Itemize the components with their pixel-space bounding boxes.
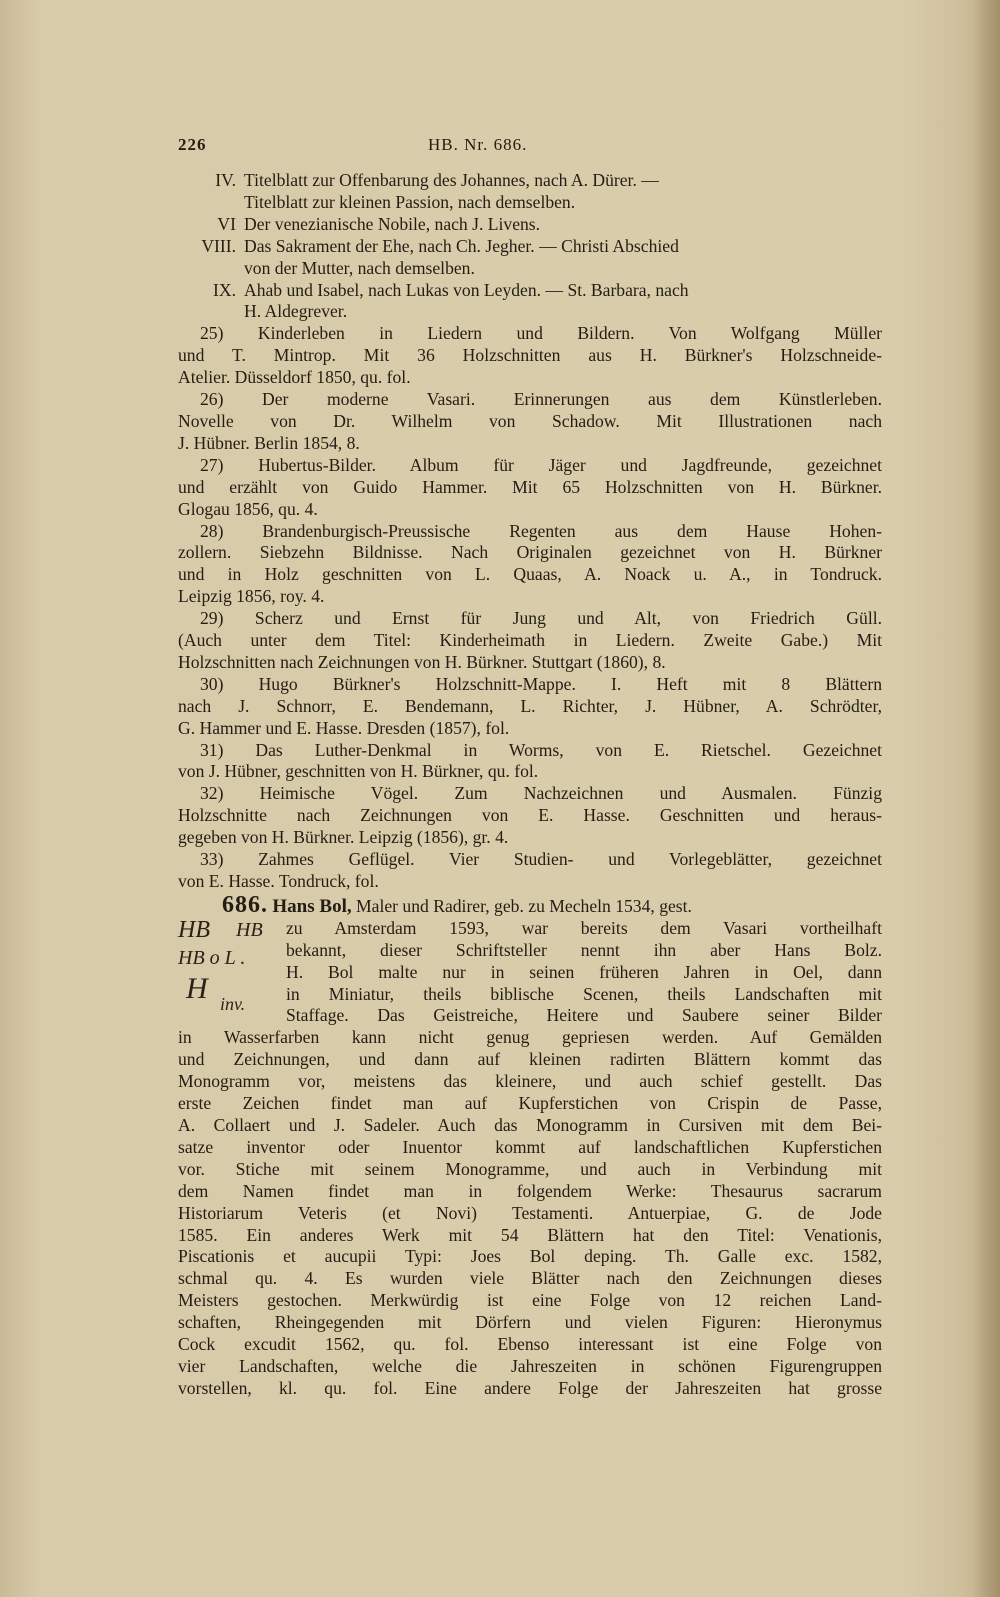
item-line: und in Holz geschnitten von L. Quaas, A. Noack u. A., in Tondruck. [178, 564, 882, 585]
entry-hanging-line: H. Bol malte nur in seinen früheren Jahren in Oel, dann [286, 961, 882, 982]
item-line: gegeben von H. Bürkner. Leipzig (1856), gr. 4. [178, 827, 509, 848]
entry-hanging-line: zu Amsterdam 1593, war bereits dem Vasari vortheilhaft [286, 917, 882, 938]
entry-body [178, 1027, 882, 1399]
plate-label: VI [217, 213, 236, 234]
item-line: (Auch unter dem Titel: Kinderheimath in Liedern. Zweite Gabe.) Mit [178, 630, 882, 651]
entry-686 [178, 891, 882, 1400]
plate-list [178, 170, 882, 323]
plate-list-line [178, 280, 882, 302]
plate-label: IV. [215, 170, 236, 190]
item-line: J. Hübner. Berlin 1854, 8. [178, 432, 360, 453]
item-line: nach J. Schnorr, E. Bendemann, L. Richter, J. Hübner, A. Schrödter, [178, 695, 882, 716]
item-line: zollern. Siebzehn Bildnisse. Nach Originalen gezeichnet von H. Bürkner [178, 542, 882, 563]
item-line: Glogau 1856, qu. 4. [178, 498, 318, 519]
monogram-hbol: HB o L . [178, 946, 246, 969]
item-line: 25) Kinderleben in Liedern und Bildern. Von Wolfgang Müller [200, 323, 882, 344]
plate-text: Der venezianische Nobile, nach J. Livens. [244, 213, 541, 234]
plate-list-line [178, 214, 882, 236]
plate-list-line [178, 170, 882, 192]
monogram-h-cursive: H [186, 971, 208, 1005]
item-line: 28) Brandenburgisch-Preussische Regenten aus dem Hause Hohen- [200, 520, 882, 541]
monogram-hb-1: HB [178, 916, 210, 943]
item-line: 31) Das Luther-Denkmal in Worms, von E. Rietschel. Gezeichnet [200, 739, 882, 760]
item-line: Leipzig 1856, roy. 4. [178, 586, 325, 607]
item-line: 29) Scherz und Ernst für Jung und Alt, von Friedrich Güll. [200, 608, 882, 629]
monogram-inv: inv. [220, 993, 246, 1014]
item-line: 27) Hubertus-Bilder. Album für Jäger und Jagdfreunde, gezeichnet [200, 454, 882, 475]
entry-body-line: 1585. Ein anderes Werk mit 54 Blättern hat den Titel: Venationis, [178, 1224, 882, 1245]
item-line: 30) Hugo Bürkner's Holzschnitt-Mappe. I. Heft mit 8 Blättern [200, 673, 882, 694]
item-line: Novelle von Dr. Wilhelm von Schadow. Mit Illustrationen nach [178, 410, 882, 431]
page-edge-shadow [972, 0, 1000, 1597]
numbered-items [178, 323, 882, 893]
entry-body-line: Meisters gestochen. Merkwürdig ist eine Folge von 12 reichen Land- [178, 1290, 882, 1311]
item-line: von E. Hasse. Tondruck, fol. [178, 871, 379, 891]
entry-body-line: vor. Stiche mit seinem Monogramme, und auch in Verbindung mit [178, 1158, 882, 1179]
entry-body-line: vorstellen, kl. qu. fol. Eine andere Folge der Jahreszeiten hat grosse [178, 1377, 882, 1398]
plate-list-line: Titelblatt zur kleinen Passion, nach demselben. [244, 191, 576, 212]
entry-body-line: erste Zeichen findet man auf Kupferstichen von Crispin de Passe, [178, 1093, 882, 1114]
item-line: 32) Heimische Vögel. Zum Nachzeichnen und Ausmalen. Fünzig [200, 783, 882, 804]
item-line: und erzählt von Guido Hammer. Mit 65 Holzschnitten von H. Bürkner. [178, 476, 882, 497]
entry-first-line-rest: Maler und Radirer, geb. zu Mecheln 1534, gest. [356, 895, 692, 916]
item-line: G. Hammer und E. Hasse. Dresden (1857), fol. [178, 717, 510, 738]
monogram-hb-2: HB [236, 918, 263, 941]
entry-body-line: schaften, Rheingegenden mit Dörfern und vielen Figuren: Hieronymus [178, 1312, 882, 1333]
monogram-block [178, 896, 286, 1016]
running-header [178, 130, 882, 170]
entry-body-line: dem Namen findet man in folgendem Werke: Thesaurus sacrarum [178, 1180, 882, 1201]
plate-label: VIII. [201, 235, 236, 256]
item-line: 26) Der moderne Vasari. Erinnerungen aus dem Künstlerleben. [200, 389, 882, 410]
entry-number: 686. [222, 891, 268, 918]
item-line: Holzschnitte nach Zeichnungen von E. Hasse. Geschnitten und heraus- [178, 805, 882, 826]
plate-text: Das Sakrament der Ehe, nach Ch. Jegher. — Christi Abschied [244, 235, 679, 256]
item-line: 33) Zahmes Geflügel. Vier Studien- und Vorlegeblätter, gezeichnet [200, 849, 882, 870]
plate-text: Titelblatt zur Offenbarung des Johannes, nach A. Dürer. — [244, 170, 659, 190]
plate-list-line: H. Aldegrever. [244, 301, 348, 322]
entry-body-line: Monogramm vor, meistens das kleinere, und auch schief gestellt. Das [178, 1071, 882, 1092]
page-number: 226 [178, 135, 207, 154]
entry-body-line: Historiarum Veteris (et Novi) Testamenti. Antuerpiae, G. de Jode [178, 1202, 882, 1223]
item-line: von J. Hübner, geschnitten von H. Bürkner, qu. fol. [178, 761, 539, 782]
entry-hanging-line: Staffage. Das Geistreiche, Heitere und Saubere seiner Bilder [286, 1005, 882, 1026]
entry-body-line: schmal qu. 4. Es wurden viele Blätter nach den Zeichnungen dieses [178, 1268, 882, 1289]
item-line: Holzschnitten nach Zeichnungen von H. Bürkner. Stuttgart (1860), 8. [178, 651, 666, 672]
item-line: Atelier. Düsseldorf 1850, qu. fol. [178, 367, 411, 388]
entry-hanging-line: in Miniatur, theils biblische Scenen, theils Landschaften mit [286, 983, 882, 1004]
running-title: HB. Nr. 686. [428, 135, 528, 154]
item-line: und T. Mintrop. Mit 36 Holzschnitten aus H. Bürkner's Holzschneide- [178, 345, 882, 366]
entry-body-line: satze inventor oder Inuentor kommt auf landschaftlichen Kupferstichen [178, 1136, 882, 1157]
entry-body-line: vier Landschaften, welche die Jahreszeiten in schönen Figurengruppen [178, 1355, 882, 1376]
entry-body-line: Piscationis et aucupii Typi: Joes Bol deping. Th. Galle exc. 1582, [178, 1246, 882, 1267]
entry-name: Hans Bol, [272, 895, 352, 917]
plate-list-line [178, 236, 882, 258]
entry-hanging-line: bekannt, dieser Schriftsteller nennt ihn aber Hans Bolz. [286, 939, 882, 960]
page-text [178, 130, 882, 1400]
entry-body-line: in Wasserfarben kann nicht genug gepriesen werden. Auf Gemälden [178, 1027, 882, 1048]
entry-body-line: und Zeichnungen, und dann auf kleinen radirten Blättern kommt das [178, 1049, 882, 1070]
entry-body-line: A. Collaert und J. Sadeler. Auch das Monogramm in Cursiven mit dem Bei- [178, 1114, 882, 1135]
entry-body-line: Cock excudit 1562, qu. fol. Ebenso interessant ist eine Folge von [178, 1334, 882, 1355]
plate-label: IX. [213, 279, 236, 300]
plate-text: Ahab und Isabel, nach Lukas von Leyden. — St. Barbara, nach [244, 279, 689, 300]
plate-list-line: von der Mutter, nach demselben. [244, 257, 475, 278]
